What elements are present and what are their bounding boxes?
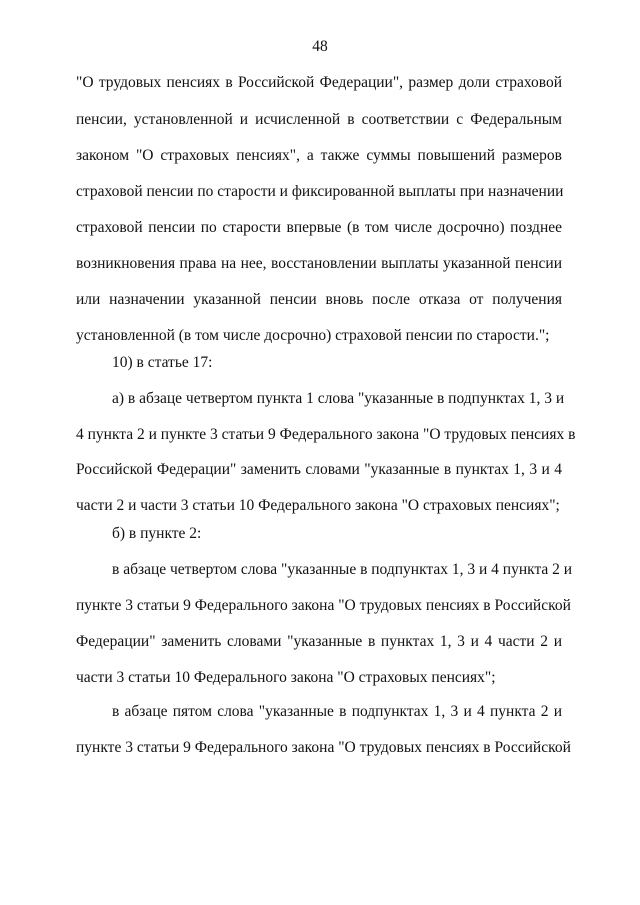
text-line: части 3 статьи 10 Федерального закона "О страховых пенсиях"; [76,669,496,686]
text-line: в абзаце пятом слова "указанные в подпунктах 1, 3 и 4 пункта 2 и [112,703,562,720]
text-line: 4 пункта 2 и пункте 3 статьи 9 Федерального закона "О трудовых пенсиях в [76,426,576,443]
text-line: Российской Федерации" заменить словами "указанные в пунктах 1, 3 и 4 [76,461,562,478]
text-line: установленной (в том числе досрочно) страховой пенсии по старости."; [76,327,550,344]
text-line: а) в абзаце четвертом пункта 1 слова "указанные в подпунктах 1, 3 и [112,390,565,407]
text-line: возникновения права на нее, восстановлении выплаты указанной пенсии [76,255,562,272]
text-line: "О трудовых пенсиях в Российской Федерации", размер доли страховой [76,74,562,91]
text-line: в абзаце четвертом слова "указанные в подпунктах 1, 3 и 4 пункта 2 и [112,561,573,578]
text-line: пункте 3 статьи 9 Федерального закона "О трудовых пенсиях в Российской [76,597,571,614]
text-line: 10) в статье 17: [112,354,213,371]
text-line: или назначении указанной пенсии вновь после отказа от получения [76,291,562,308]
text-line: законом "О страховых пенсиях", а также суммы повышений размеров [76,147,562,164]
text-line: страховой пенсии по старости впервые (в том числе досрочно) позднее [76,219,562,236]
text-line: страховой пенсии по старости и фиксированной выплаты при назначении [76,183,564,200]
text-line: части 2 и части 3 статьи 10 Федерального закона "О страховых пенсиях"; [76,497,560,514]
page-number: 48 [312,38,328,55]
text-line: пенсии, установленной и исчисленной в соответствии с Федеральным [76,111,562,128]
text-line: б) в пункте 2: [112,525,202,542]
text-line: Федерации" заменить словами "указанные в пунктах 1, 3 и 4 части 2 и [76,633,562,650]
text-line: пункте 3 статьи 9 Федерального закона "О трудовых пенсиях в Российской [76,739,571,756]
